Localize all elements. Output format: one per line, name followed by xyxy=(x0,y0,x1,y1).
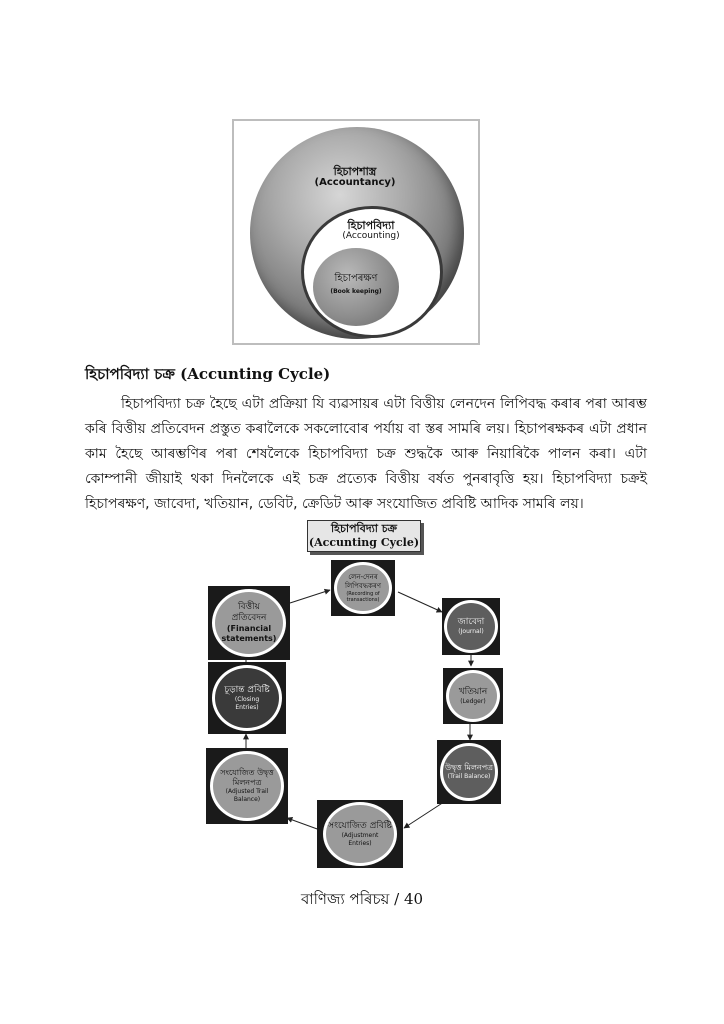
body-paragraph-text: হিচাপবিদ্যা চক্ৰ হৈছে এটা প্ৰক্ৰিয়া যি ব্যৱসায়ৰ এটা বিত্তীয় লেনদেন লিপিবদ্ধ কৰাৰ পৰা আৰম্ভ কৰি বিত্তীয় প্ৰতিবেদন প্ৰস্তুত কৰালৈকে সকলোবোৰ পৰ্যায় বা স্তৰ সামৰি লয়। হিচাপৰক্ষকৰ এটা প্ৰধান কাম হৈছে আৰম্ভণিৰ পৰা শেষলৈকে হিচাপবিদ্যা চক্ৰ শুদ্ধকৈ আৰু নিয়াৰিকৈ পালন কৰা। এটা কোম্পানী জীয়াই থকা দিনলৈকে এই চক্ৰ প্ৰত্যেক বিত্তীয় বৰ্ষত পুনৰাবৃত্তি হয়। হিচাপবিদ্যা চক্ৰই হিচাপৰক্ষণ, জাবেদা, খতিয়ান, ডেবিট, ক্ৰেডিট আৰু সংযোজিত প্ৰবিষ্টি আদিক সামৰি লয়। xyxy=(85,396,647,512)
cycle-step-ledger-circle xyxy=(446,670,500,722)
cycle-step-closing-entries-bn: চূড়ান্ত প্ৰবিষ্টি xyxy=(224,684,270,695)
cycle-step-adjusted-trail-balance xyxy=(206,748,288,824)
cycle-step-adjusted-trail-balance-circle xyxy=(210,751,284,821)
cycle-step-adjustment-entries-bn: সংযোজিত প্ৰবিষ্টি xyxy=(328,820,392,831)
accountancy-label-en: (Accountancy) xyxy=(314,177,396,188)
cycle-step-adjustment-entries xyxy=(317,800,403,868)
cycle-step-ledger-en: (Ledger) xyxy=(460,697,486,705)
cycle-step-adjustment-entries-en: (Adjustment Entries) xyxy=(341,831,379,847)
cycle-step-trail-balance xyxy=(437,740,501,804)
cycle-step-financial-statements-en: (Financial statements) xyxy=(221,624,277,643)
arrow-trial-to-adjustment xyxy=(404,800,447,828)
cycle-step-recording xyxy=(331,560,395,616)
cycle-title-box xyxy=(307,520,421,552)
cycle-step-adjusted-trail-balance-en: (Adjusted Trail Balance) xyxy=(225,788,269,803)
arrow-financial-to-recording xyxy=(290,590,330,603)
cycle-step-ledger-bn: খতিয়ান xyxy=(458,686,488,697)
cycle-step-adjustment-entries-circle xyxy=(323,802,397,866)
cycle-step-journal-bn: জাবেদা xyxy=(457,617,485,627)
cycle-step-trail-balance-en: (Trail Balance) xyxy=(447,773,491,780)
cycle-step-adjusted-trail-balance-bn: সংযোজিত উদ্বৃত্ত মিলনপত্ৰ xyxy=(220,768,274,787)
cycle-step-trail-balance-bn: উদ্বৃত্ত মিলনপত্ৰ xyxy=(444,763,494,772)
body-paragraph xyxy=(85,392,647,517)
cycle-step-journal-en: (Journal) xyxy=(458,628,484,635)
cycle-step-closing-entries xyxy=(208,662,286,734)
book-keeping-label-bn: হিচাপৰক্ষণ xyxy=(334,273,378,284)
cycle-step-journal-circle xyxy=(444,600,498,653)
cycle-step-trail-balance-circle xyxy=(440,743,498,801)
cycle-step-financial-statements-bn: বিত্তীয় প্ৰতিবেদন xyxy=(231,602,267,623)
arrow-adjustment-to-adjusted-trial xyxy=(287,818,320,830)
cycle-step-closing-entries-circle xyxy=(212,665,282,731)
cycle-title-bn: হিচাপবিদ্যা চক্ৰ xyxy=(331,522,397,535)
book-keeping-label-en: (Book keeping) xyxy=(330,288,382,295)
cycle-step-recording-en: (Recording of transactions) xyxy=(346,591,380,603)
cycle-step-financial-statements-circle xyxy=(212,589,286,657)
cycle-step-journal xyxy=(442,598,500,655)
cycle-title-en: (Accunting Cycle) xyxy=(308,536,420,549)
cycle-step-recording-bn: লেন-দেনৰ লিপিবদ্ধকৰণ xyxy=(344,573,382,590)
arrow-recording-to-journal xyxy=(398,592,442,612)
accounting-label-en: (Accounting) xyxy=(342,231,400,241)
section-heading: হিচাপবিদ্যা চক্ৰ (Accunting Cycle) xyxy=(85,365,331,383)
accountancy-label-bn: হিচাপশাস্ত্র xyxy=(333,165,377,178)
accounting-label-bn: হিচাপবিদ্যা xyxy=(347,219,395,232)
cycle-step-closing-entries-en: (Closing Entries) xyxy=(234,695,260,711)
cycle-step-recording-circle xyxy=(334,562,392,614)
page-footer: বাণিজ্য পৰিচয় / 40 xyxy=(300,890,424,908)
cycle-step-ledger xyxy=(443,668,503,724)
accountancy-nested-circles-figure xyxy=(232,119,480,345)
cycle-step-financial-statements xyxy=(208,586,290,660)
